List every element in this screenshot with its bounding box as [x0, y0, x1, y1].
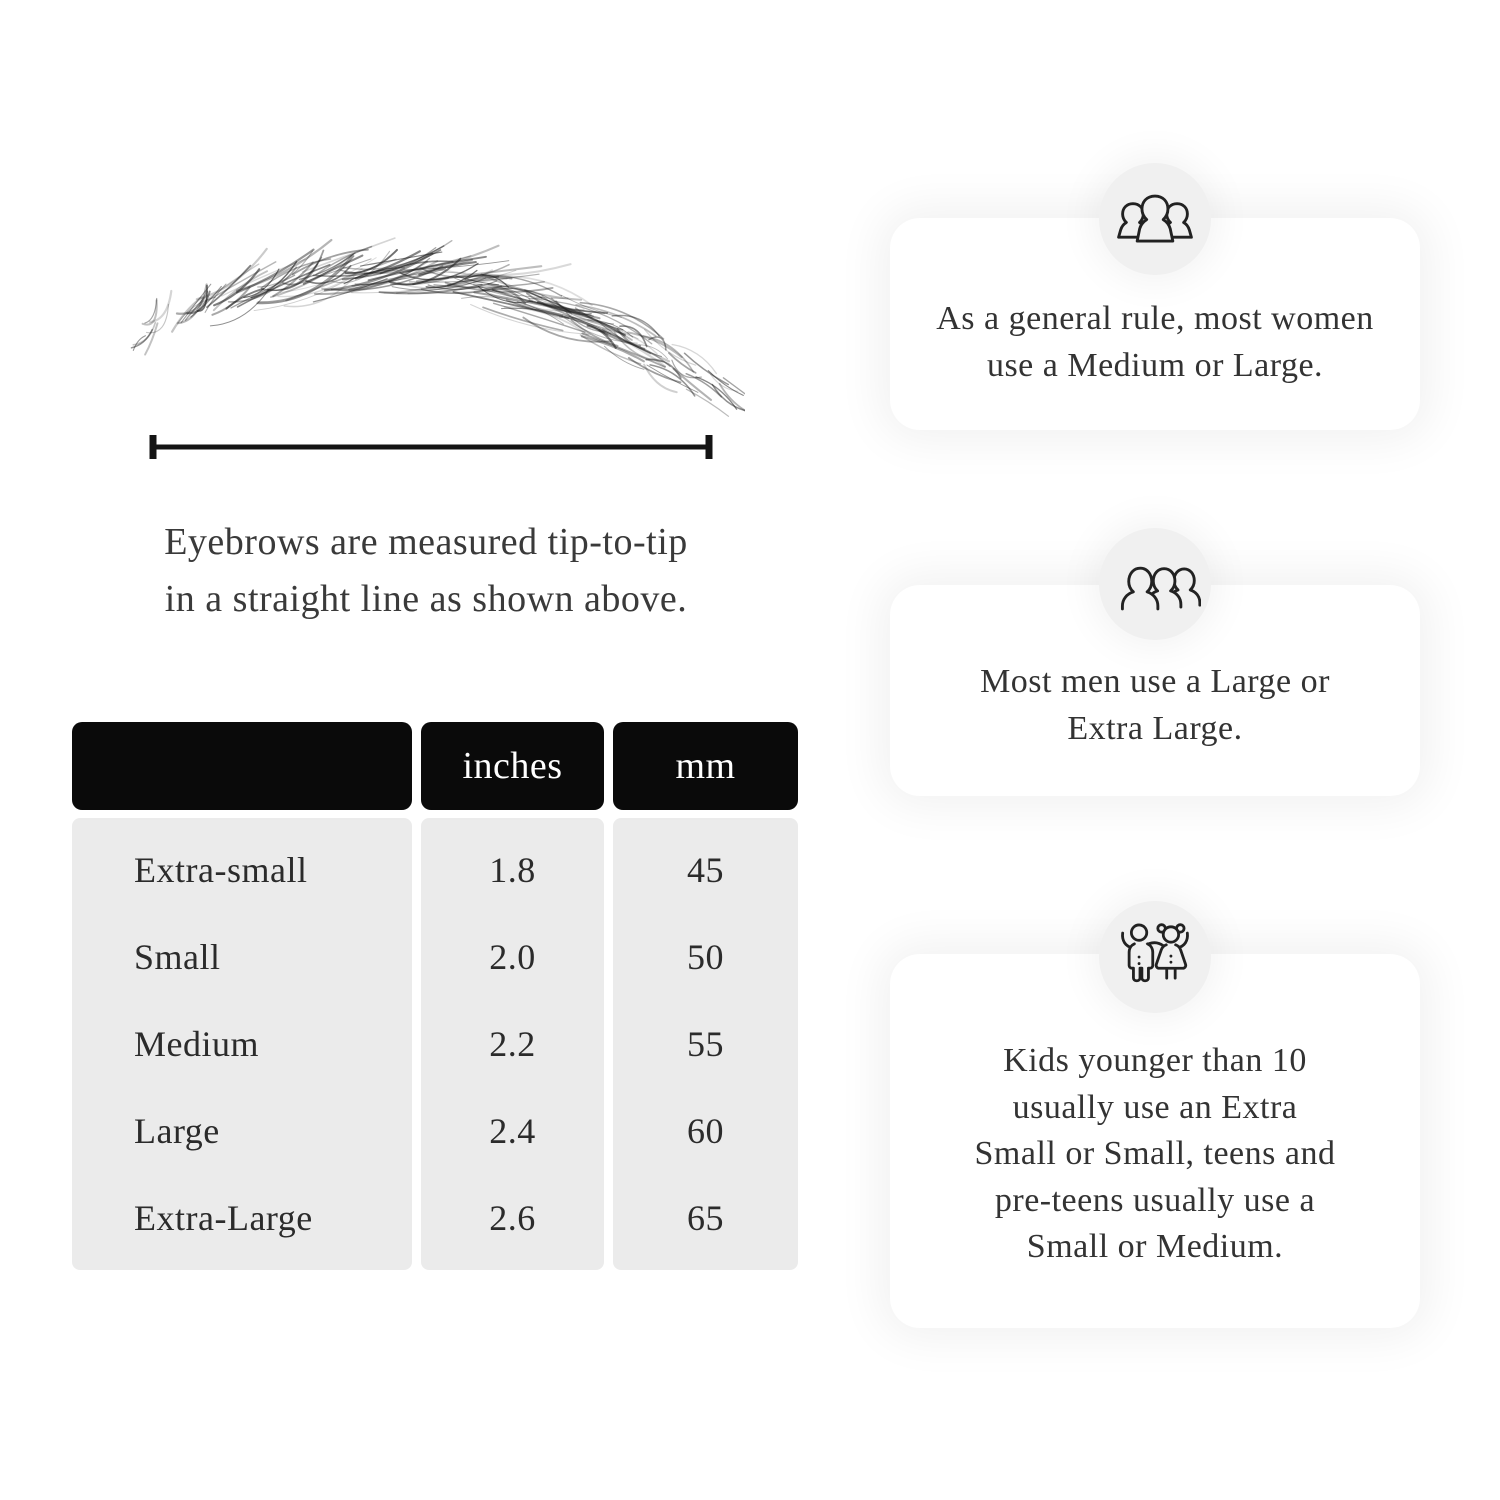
size-label-cell: Medium [134, 1023, 259, 1064]
mm-value-cell: 55 [687, 1023, 724, 1064]
card-text-line: usually use an Extra [1012, 1088, 1298, 1126]
card-text-line: Small or Medium. [1026, 1228, 1284, 1265]
size-table-header-row [72, 722, 798, 810]
mm-value-cell: 65 [687, 1198, 724, 1239]
kids-card-text [890, 1038, 1420, 1271]
size-table-body [72, 818, 798, 1270]
mm-value-cell: 45 [687, 849, 724, 890]
mm-column [613, 818, 798, 1270]
size-label-column [72, 818, 412, 1270]
card-text-line: pre-teens usually use a [994, 1181, 1316, 1219]
card-text-line: Most men use a Large or [980, 663, 1330, 700]
inches-value-cell: 2.0 [489, 936, 536, 977]
inches-value-cell: 2.4 [489, 1111, 536, 1152]
women-group-icon [1109, 184, 1201, 254]
measurement-line [147, 433, 715, 461]
men-group-icon [1109, 549, 1201, 619]
children-icon [1110, 919, 1200, 995]
header-cell-size [72, 722, 412, 810]
size-table [72, 722, 798, 1270]
card-text-line: use a Medium or Large. [986, 346, 1324, 384]
women-card-text [890, 296, 1420, 389]
eyebrow-illustration [115, 228, 745, 426]
card-text-line: Small or Small, teens and [974, 1135, 1336, 1172]
inches-value-cell: 2.6 [489, 1198, 536, 1239]
card-text-line: As a general rule, most women [936, 300, 1374, 337]
mm-value-cell: 50 [687, 936, 724, 977]
women-card-badge [1099, 163, 1211, 275]
header-cell-inches: inches [421, 722, 604, 810]
men-card-badge [1099, 528, 1211, 640]
inches-value-cell: 2.2 [489, 1023, 536, 1064]
kids-card-badge [1099, 901, 1211, 1013]
inches-value-cell: 1.8 [489, 849, 536, 890]
size-label-cell: Extra-Large [134, 1198, 313, 1239]
card-text-line: Extra Large. [1067, 709, 1243, 747]
size-label-cell: Small [134, 936, 221, 977]
size-label-cell: Large [134, 1111, 220, 1152]
caption-line-1: Eyebrows are measured tip-to-tip [164, 521, 688, 563]
measurement-caption [92, 514, 760, 628]
size-label-cell: Extra-small [134, 849, 308, 890]
inches-column [421, 818, 604, 1270]
caption-line-2: in a straight line as shown above. [164, 578, 688, 620]
card-text-line: Kids younger than 10 [1003, 1042, 1307, 1079]
header-cell-mm: mm [613, 722, 798, 810]
men-card-text [890, 659, 1420, 752]
mm-value-cell: 60 [687, 1111, 724, 1152]
eyebrow-sketch-svg [115, 228, 745, 426]
